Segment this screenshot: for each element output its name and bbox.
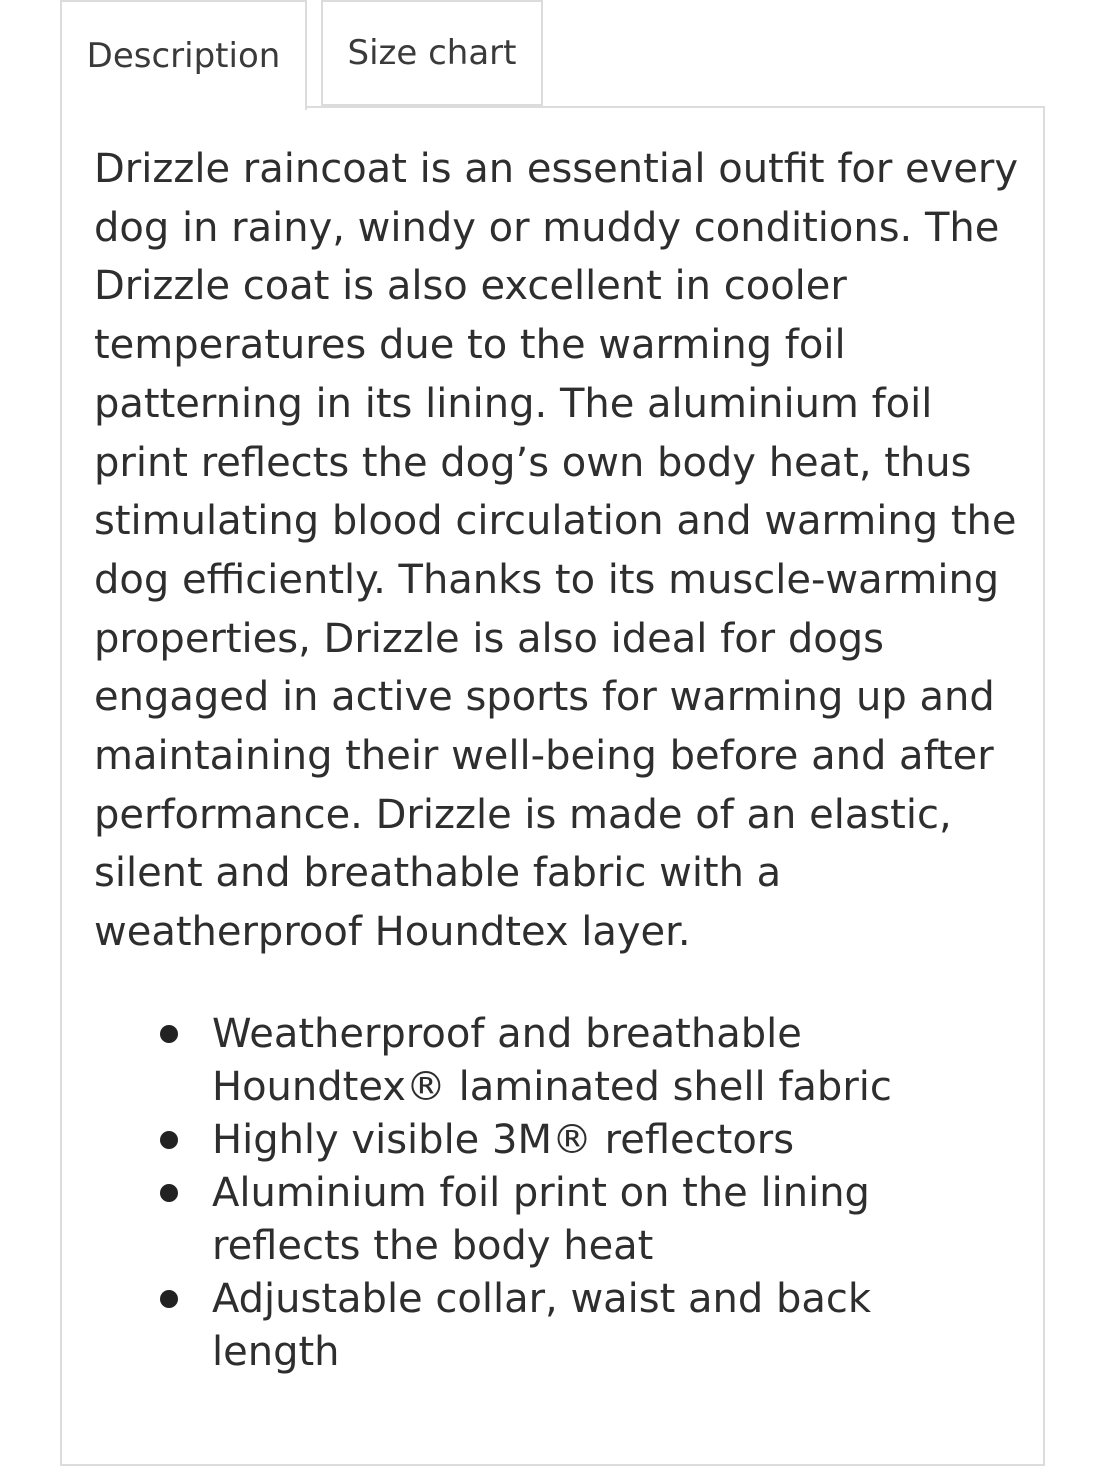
bullet-icon (160, 1131, 178, 1149)
feature-text: Aluminium foil print on the lining reflects the body heat (212, 1170, 870, 1269)
list-item (94, 1273, 994, 1379)
product-tabs (60, 0, 1045, 108)
list-item (94, 1167, 994, 1273)
tab-size-chart-label: Size chart (347, 33, 517, 73)
bullet-icon (160, 1290, 178, 1308)
bullet-icon (160, 1184, 178, 1202)
bullet-icon (160, 1025, 178, 1043)
tab-description[interactable] (60, 0, 307, 110)
tab-description-label: Description (86, 36, 281, 76)
list-item (94, 1114, 994, 1167)
description-panel (60, 106, 1045, 1466)
feature-text: Highly visible 3M® reflectors (212, 1117, 795, 1163)
feature-text: Weatherproof and breathable Houndtex® laminated shell fabric (212, 1011, 892, 1110)
feature-text: Adjustable collar, waist and back length (212, 1276, 872, 1375)
product-description: Drizzle raincoat is an essential outfit for every dog in rainy, windy or muddy conditions. The Drizzle coat is also excellent in cooler temperatures due to the warming foil patterning in its lining. The aluminium foil print reflects the dog’s own body heat, thus stimulating blood circulation and warming the dog efficiently. Thanks to its muscle-warming properties, Drizzle is also ideal for dogs engaged in active sports for warming up and maintaining their well-being before and after performance. Drizzle is made of an elastic, silent and breathable fabric with a weatherproof Houndtex layer. (94, 146, 1019, 956)
feature-list (94, 1008, 994, 1379)
list-item (94, 1008, 994, 1114)
tab-size-chart[interactable] (321, 0, 543, 106)
